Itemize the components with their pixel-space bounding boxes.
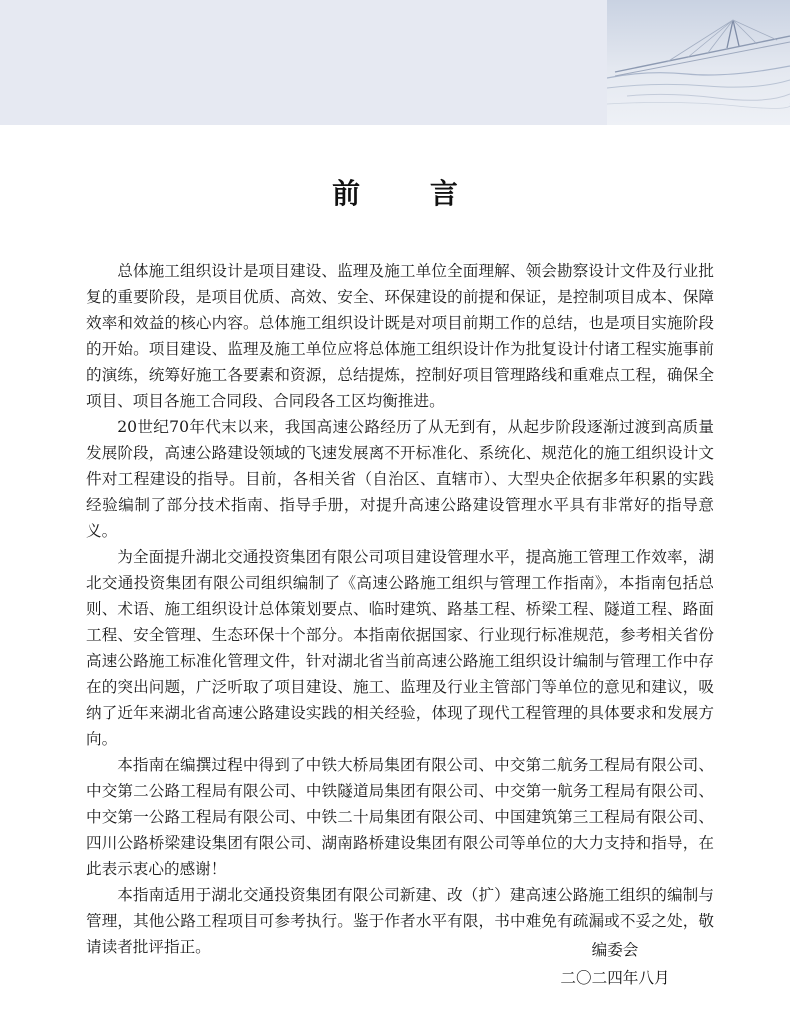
paragraph-1: 总体施工组织设计是项目建设、监理及施工单位全面理解、领会勘察设计文件及行业批复的重要阶段，是项目优质、高效、安全、环保建设的前提和保证，是控制项目成本、保障效率和效益的核心内容。总体施工组织设计既是对项目前期工作的总结，也是项目实施阶段的开始。项目建设、监理及施工单位应将总体施工组织设计作为批复设计付诸工程实施事前的演练，统筹好施工各要素和资源，总结提炼，控制好项目管理路线和重难点工程，确保全项目、项目各施工合同段、合同段各工区均衡推进。 — [86, 262, 714, 410]
paragraph-3: 为全面提升湖北交通投资集团有限公司项目建设管理水平，提高施工管理工作效率，湖北交通投资集团有限公司组织编制了《高速公路施工组织与管理工作指南》，本指南包括总则、术语、施工组织设计总体策划要点、临时建筑、路基工程、桥梁工程、隧道工程、路面工程、安全管理、生态环保十个部分。本指南依据国家、行业现行标准规范，参考相关省份高速公路施工标准化管理文件，针对湖北省当前高速公路施工组织设计编制与管理工作中存在的突出问题，广泛听取了项目建设、施工、监理及行业主管部门等单位的意见和建议，吸纳了近年来湖北省高速公路建设实践的相关经验，体现了现代工程管理的具体要求和发展方向。 — [86, 548, 714, 748]
header-bridge-illustration — [607, 0, 790, 125]
header-band — [0, 0, 607, 125]
page-title: 前 言 — [332, 177, 488, 210]
bridge-sketch-icon — [607, 0, 790, 125]
preface-body — [86, 258, 714, 960]
paragraph-4: 本指南在编撰过程中得到了中铁大桥局集团有限公司、中交第二航务工程局有限公司、中交第二公路工程局有限公司、中铁隧道局集团有限公司、中交第一航务工程局有限公司、中交第一公路工程局有限公司、中铁二十局集团有限公司、中国建筑第三工程局有限公司、四川公路桥梁建设集团有限公司、湖南路桥建设集团有限公司等单位的大力支持和指导，在此表示衷心的感谢！ — [86, 756, 714, 878]
signature-date: 二〇二四年八月 — [560, 969, 670, 987]
signature-committee: 编委会 — [591, 941, 639, 959]
paragraph-2: 20世纪70年代末以来，我国高速公路经历了从无到有，从起步阶段逐渐过渡到高质量发展阶段，高速公路建设领域的飞速发展离不开标准化、系统化、规范化的施工组织设计文件对工程建设的指导。目前，各相关省（自治区、直辖市）、大型央企依据多年积累的实践经验编制了部分技术指南、指导手册，对提升高速公路建设管理水平具有非常好的指导意义。 — [86, 418, 714, 540]
paragraph-5: 本指南适用于湖北交通投资集团有限公司新建、改（扩）建高速公路施工组织的编制与管理，其他公路工程项目可参考执行。鉴于作者水平有限，书中难免有疏漏或不妥之处，敬请读者批评指正。 — [86, 886, 714, 956]
